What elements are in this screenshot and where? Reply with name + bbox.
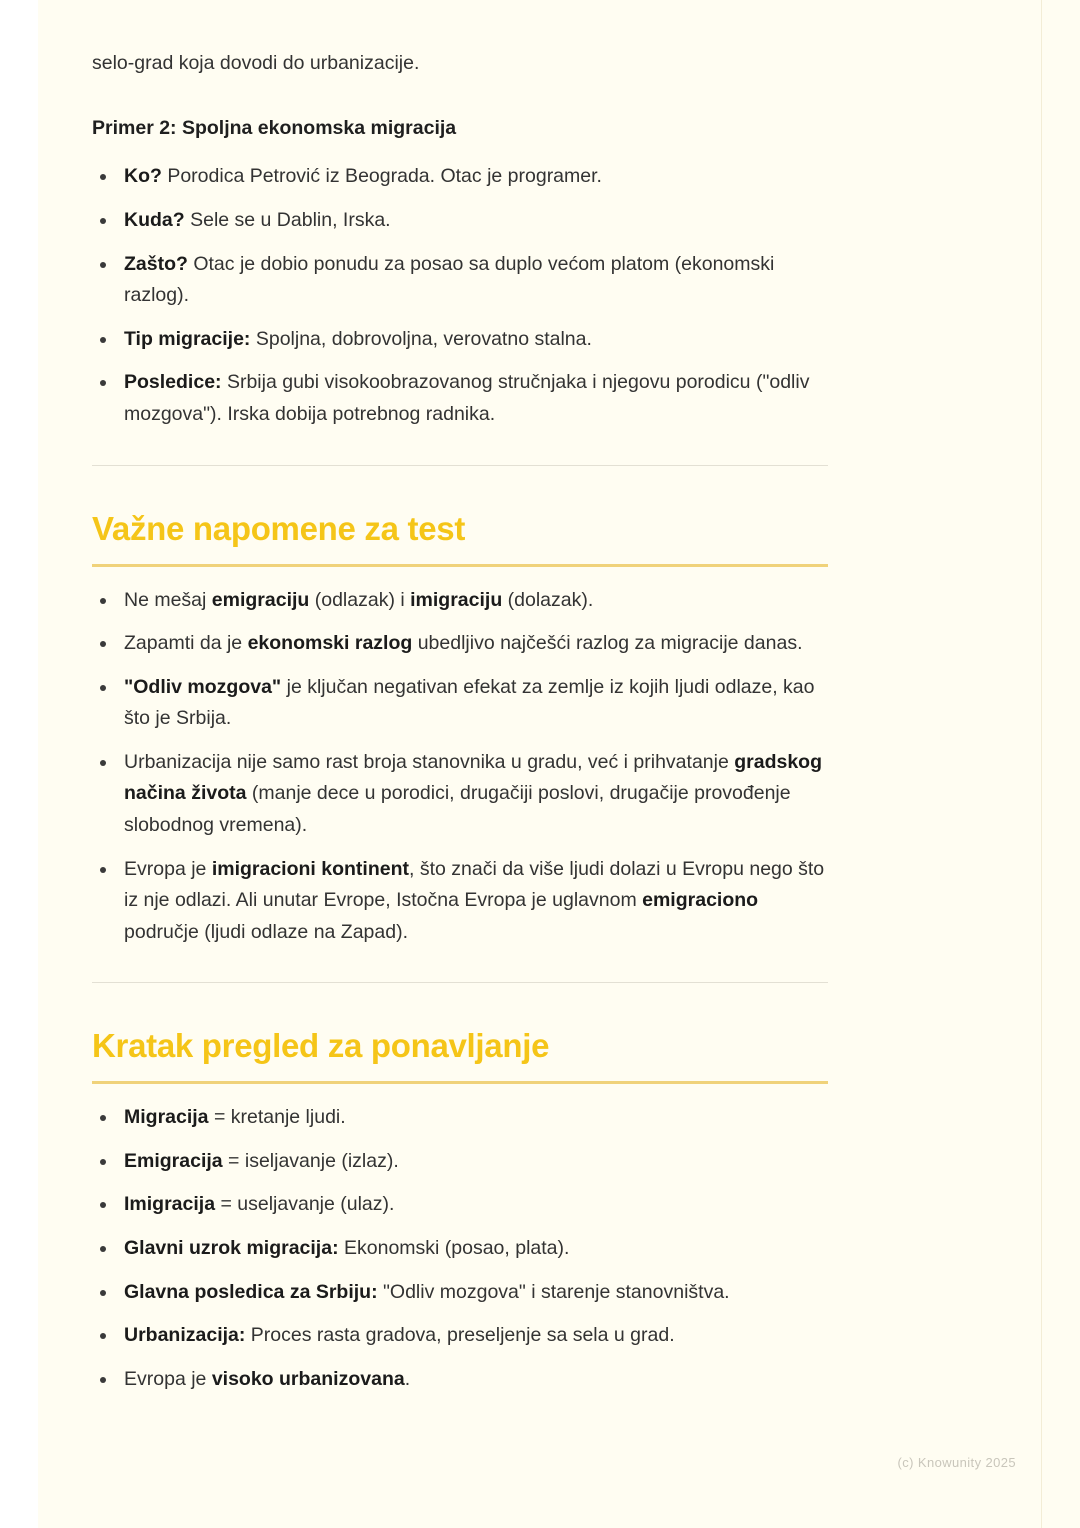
list-item-label: Zašto?: [124, 252, 188, 275]
list-item: "Odliv mozgova" je ključan negativan efekat za zemlje iz kojih ljudi odlaze, kao što je Srbija.: [92, 672, 832, 735]
list-item: Tip migracije: Spoljna, dobrovoljna, verovatno stalna.: [92, 324, 832, 356]
example-heading: Primer 2: Spoljna ekonomska migracija: [92, 117, 457, 140]
watermark: (c) Knowunity 2025: [897, 1455, 1016, 1470]
list-item: Posledice: Srbija gubi visokoobrazovanog stručnjaka i njegovu porodicu ("odliv mozgova"). Irska dobija potrebnog radnika.: [92, 367, 832, 430]
list-item-label: Kuda?: [124, 209, 185, 232]
list-item: Imigracija = useljavanje (ulaz).: [92, 1189, 832, 1221]
list-item-label: Ko?: [124, 165, 162, 188]
section-rule-1: [92, 564, 828, 567]
list-item: Zašto? Otac je dobio ponudu za posao sa duplo većom platom (ekonomski razlog).: [92, 249, 832, 312]
list-item-label: Tip migracije:: [124, 327, 251, 350]
section-divider-1: [92, 465, 828, 466]
list-item: Glavni uzrok migracija: Ekonomski (posao, plata).: [92, 1233, 832, 1265]
document-content: [92, 0, 832, 1407]
list-item: Ne mešaj emigraciju (odlazak) i imigraciju (dolazak).: [92, 585, 832, 617]
list-item: Evropa je visoko urbanizovana.: [92, 1364, 832, 1396]
summary-list: [92, 1102, 832, 1395]
section-title-notes: Važne napomene za test: [92, 509, 466, 547]
list-item: Glavna posledica za Srbiju: "Odliv mozgova" i starenje stanovništva.: [92, 1277, 832, 1309]
list-item-label: Posledice:: [124, 371, 222, 394]
page-right-margin: [1041, 0, 1080, 1528]
list-item: Zapamti da je ekonomski razlog ubedljivo najčešći razlog za migracije danas.: [92, 628, 832, 660]
section-divider-2: [92, 982, 828, 983]
list-item: Ko? Porodica Petrović iz Beograda. Otac je programer.: [92, 161, 832, 193]
list-item: Evropa je imigracioni kontinent, što znači da više ljudi dolazi u Evropu nego što iz nje odlazi. Ali unutar Evrope, Istočna Evropa je uglavnom emigraciono područje (ljudi odlaze na Zapad).: [92, 854, 832, 949]
list-item: Emigracija = iseljavanje (izlaz).: [92, 1146, 832, 1178]
notes-list: [92, 585, 832, 949]
section-rule-2: [92, 1081, 828, 1084]
list-item: Urbanizacija: Proces rasta gradova, preseljenje sa sela u grad.: [92, 1320, 832, 1352]
example-list: [92, 161, 832, 430]
list-item: Migracija = kretanje ljudi.: [92, 1102, 832, 1134]
top-paragraph: selo-grad koja dovodi do urbanizacije.: [92, 52, 420, 74]
list-item: Kuda? Sele se u Dablin, Irska.: [92, 205, 832, 237]
list-item: Urbanizacija nije samo rast broja stanovnika u gradu, već i prihvatanje gradskog načina života (manje dece u porodici, drugačiji poslovi, drugačije provođenje slobodnog vremena).: [92, 747, 832, 842]
section-title-summary: Kratak pregled za ponavljanje: [92, 1027, 550, 1065]
